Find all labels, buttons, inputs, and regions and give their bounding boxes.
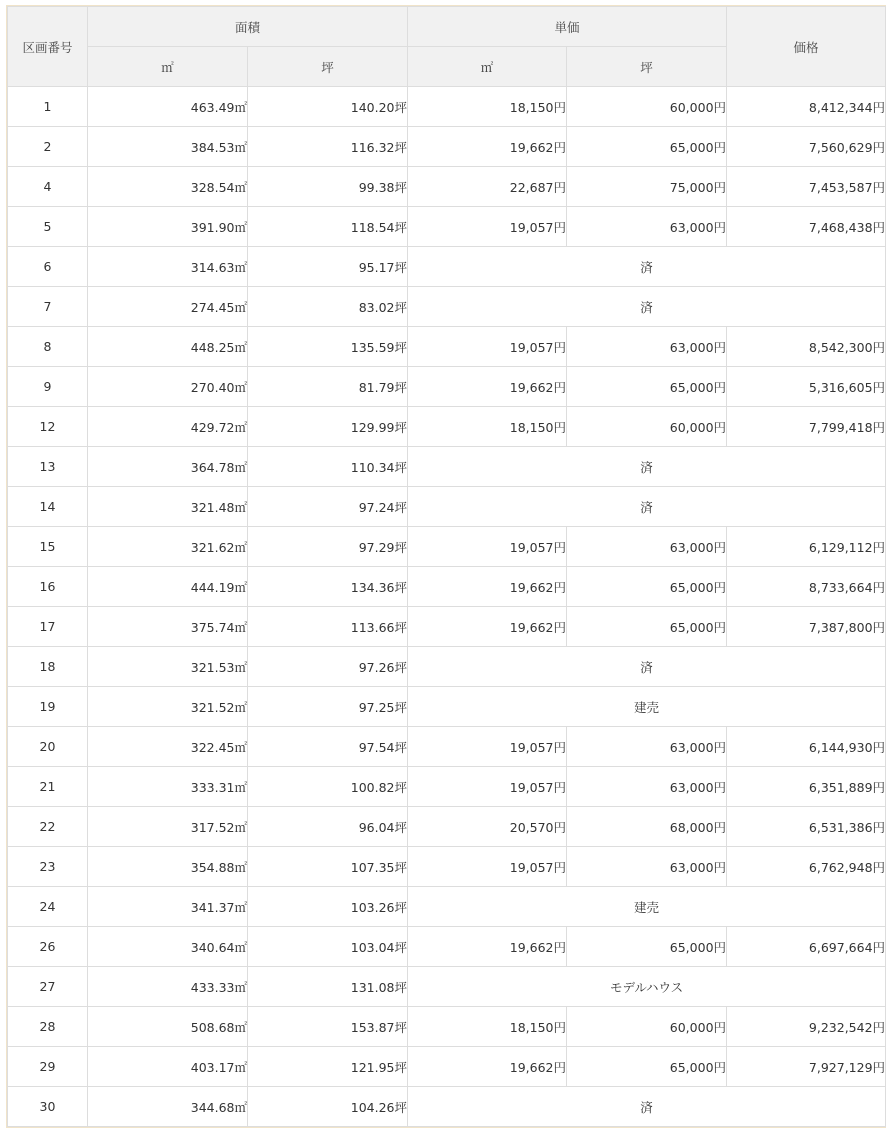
table-row <box>8 327 886 367</box>
lot-number-cell: 27 <box>8 967 88 1007</box>
table-row <box>8 927 886 967</box>
lot-number-cell: 13 <box>8 447 88 487</box>
status-cell: 建売 <box>408 887 886 927</box>
unit-price-tsubo-cell: 63,000円 <box>567 527 727 567</box>
lot-number-cell: 14 <box>8 487 88 527</box>
area-sqm-cell: 375.74㎡ <box>88 607 248 647</box>
lot-number-cell: 30 <box>8 1087 88 1127</box>
area-tsubo-cell: 121.95坪 <box>248 1047 408 1087</box>
area-tsubo-cell: 116.32坪 <box>248 127 408 167</box>
price-cell: 6,351,889円 <box>727 767 886 807</box>
table-row <box>8 167 886 207</box>
table-row <box>8 247 886 287</box>
price-cell: 8,542,300円 <box>727 327 886 367</box>
header-lot-number: 区画番号 <box>8 7 88 87</box>
unit-price-sqm-cell: 19,662円 <box>408 367 567 407</box>
area-tsubo-cell: 81.79坪 <box>248 367 408 407</box>
area-sqm-cell: 364.78㎡ <box>88 447 248 487</box>
unit-price-sqm-cell: 19,662円 <box>408 127 567 167</box>
status-cell: 済 <box>408 287 886 327</box>
lot-number-cell: 16 <box>8 567 88 607</box>
area-tsubo-cell: 96.04坪 <box>248 807 408 847</box>
price-cell: 7,468,438円 <box>727 207 886 247</box>
table-row <box>8 567 886 607</box>
header-unit-price-sqm: ㎡ <box>408 47 567 87</box>
area-tsubo-cell: 97.24坪 <box>248 487 408 527</box>
area-tsubo-cell: 118.54坪 <box>248 207 408 247</box>
status-cell: 済 <box>408 447 886 487</box>
unit-price-sqm-cell: 19,662円 <box>408 567 567 607</box>
unit-price-sqm-cell: 19,662円 <box>408 1047 567 1087</box>
area-tsubo-cell: 83.02坪 <box>248 287 408 327</box>
unit-price-tsubo-cell: 60,000円 <box>567 87 727 127</box>
price-cell: 6,697,664円 <box>727 927 886 967</box>
price-cell: 7,799,418円 <box>727 407 886 447</box>
unit-price-tsubo-cell: 63,000円 <box>567 727 727 767</box>
area-sqm-cell: 322.45㎡ <box>88 727 248 767</box>
unit-price-tsubo-cell: 63,000円 <box>567 207 727 247</box>
area-tsubo-cell: 103.04坪 <box>248 927 408 967</box>
lot-number-cell: 19 <box>8 687 88 727</box>
unit-price-sqm-cell: 19,057円 <box>408 727 567 767</box>
price-cell: 7,560,629円 <box>727 127 886 167</box>
unit-price-tsubo-cell: 63,000円 <box>567 847 727 887</box>
unit-price-sqm-cell: 20,570円 <box>408 807 567 847</box>
unit-price-tsubo-cell: 65,000円 <box>567 367 727 407</box>
header-area: 面積 <box>88 7 408 47</box>
status-cell: 済 <box>408 247 886 287</box>
lot-number-cell: 15 <box>8 527 88 567</box>
unit-price-sqm-cell: 19,662円 <box>408 927 567 967</box>
unit-price-sqm-cell: 18,150円 <box>408 407 567 447</box>
table-row <box>8 687 886 727</box>
area-sqm-cell: 314.63㎡ <box>88 247 248 287</box>
lot-number-cell: 4 <box>8 167 88 207</box>
area-tsubo-cell: 134.36坪 <box>248 567 408 607</box>
lot-number-cell: 23 <box>8 847 88 887</box>
header-area-sqm: ㎡ <box>88 47 248 87</box>
unit-price-sqm-cell: 18,150円 <box>408 87 567 127</box>
unit-price-tsubo-cell: 75,000円 <box>567 167 727 207</box>
area-tsubo-cell: 100.82坪 <box>248 767 408 807</box>
table-row <box>8 487 886 527</box>
area-tsubo-cell: 104.26坪 <box>248 1087 408 1127</box>
table-body <box>8 87 886 1127</box>
table-row <box>8 87 886 127</box>
area-sqm-cell: 274.45㎡ <box>88 287 248 327</box>
unit-price-tsubo-cell: 60,000円 <box>567 1007 727 1047</box>
area-tsubo-cell: 99.38坪 <box>248 167 408 207</box>
header-unit-price-tsubo: 坪 <box>567 47 727 87</box>
area-sqm-cell: 391.90㎡ <box>88 207 248 247</box>
header-unit-price: 単価 <box>408 7 727 47</box>
area-sqm-cell: 429.72㎡ <box>88 407 248 447</box>
unit-price-tsubo-cell: 63,000円 <box>567 327 727 367</box>
table-row <box>8 527 886 567</box>
lot-number-cell: 18 <box>8 647 88 687</box>
area-sqm-cell: 321.52㎡ <box>88 687 248 727</box>
area-tsubo-cell: 95.17坪 <box>248 247 408 287</box>
lot-number-cell: 1 <box>8 87 88 127</box>
lot-number-cell: 6 <box>8 247 88 287</box>
table-header <box>8 7 886 87</box>
lot-number-cell: 17 <box>8 607 88 647</box>
area-tsubo-cell: 97.54坪 <box>248 727 408 767</box>
area-tsubo-cell: 153.87坪 <box>248 1007 408 1047</box>
area-sqm-cell: 341.37㎡ <box>88 887 248 927</box>
lot-number-cell: 2 <box>8 127 88 167</box>
area-sqm-cell: 321.53㎡ <box>88 647 248 687</box>
lot-number-cell: 26 <box>8 927 88 967</box>
area-tsubo-cell: 110.34坪 <box>248 447 408 487</box>
area-tsubo-cell: 113.66坪 <box>248 607 408 647</box>
area-sqm-cell: 463.49㎡ <box>88 87 248 127</box>
area-tsubo-cell: 107.35坪 <box>248 847 408 887</box>
price-cell: 7,387,800円 <box>727 607 886 647</box>
table-row <box>8 127 886 167</box>
area-sqm-cell: 340.64㎡ <box>88 927 248 967</box>
table-row <box>8 767 886 807</box>
header-price: 価格 <box>727 7 886 87</box>
header-area-tsubo: 坪 <box>248 47 408 87</box>
lot-number-cell: 28 <box>8 1007 88 1047</box>
unit-price-sqm-cell: 19,057円 <box>408 527 567 567</box>
lot-price-table-container <box>6 5 886 1128</box>
table-row <box>8 1047 886 1087</box>
table-row <box>8 207 886 247</box>
table-row <box>8 727 886 767</box>
area-tsubo-cell: 131.08坪 <box>248 967 408 1007</box>
area-tsubo-cell: 140.20坪 <box>248 87 408 127</box>
lot-price-table <box>7 6 886 1127</box>
unit-price-tsubo-cell: 65,000円 <box>567 567 727 607</box>
table-row <box>8 367 886 407</box>
table-row <box>8 847 886 887</box>
lot-number-cell: 22 <box>8 807 88 847</box>
price-cell: 6,144,930円 <box>727 727 886 767</box>
price-cell: 7,453,587円 <box>727 167 886 207</box>
unit-price-tsubo-cell: 65,000円 <box>567 927 727 967</box>
area-sqm-cell: 354.88㎡ <box>88 847 248 887</box>
unit-price-sqm-cell: 22,687円 <box>408 167 567 207</box>
lot-number-cell: 21 <box>8 767 88 807</box>
unit-price-tsubo-cell: 60,000円 <box>567 407 727 447</box>
unit-price-tsubo-cell: 65,000円 <box>567 1047 727 1087</box>
unit-price-sqm-cell: 18,150円 <box>408 1007 567 1047</box>
area-tsubo-cell: 103.26坪 <box>248 887 408 927</box>
table-row <box>8 647 886 687</box>
price-cell: 6,762,948円 <box>727 847 886 887</box>
unit-price-tsubo-cell: 63,000円 <box>567 767 727 807</box>
status-cell: 済 <box>408 1087 886 1127</box>
area-tsubo-cell: 97.25坪 <box>248 687 408 727</box>
lot-number-cell: 9 <box>8 367 88 407</box>
table-row <box>8 1007 886 1047</box>
status-cell: 済 <box>408 487 886 527</box>
area-tsubo-cell: 97.29坪 <box>248 527 408 567</box>
table-row <box>8 807 886 847</box>
lot-number-cell: 20 <box>8 727 88 767</box>
area-tsubo-cell: 135.59坪 <box>248 327 408 367</box>
area-sqm-cell: 433.33㎡ <box>88 967 248 1007</box>
area-tsubo-cell: 129.99坪 <box>248 407 408 447</box>
unit-price-sqm-cell: 19,057円 <box>408 767 567 807</box>
price-cell: 6,129,112円 <box>727 527 886 567</box>
lot-number-cell: 24 <box>8 887 88 927</box>
unit-price-tsubo-cell: 68,000円 <box>567 807 727 847</box>
area-sqm-cell: 508.68㎡ <box>88 1007 248 1047</box>
table-row <box>8 1087 886 1127</box>
table-row <box>8 407 886 447</box>
status-cell: 建売 <box>408 687 886 727</box>
unit-price-sqm-cell: 19,057円 <box>408 207 567 247</box>
area-sqm-cell: 317.52㎡ <box>88 807 248 847</box>
area-sqm-cell: 328.54㎡ <box>88 167 248 207</box>
area-sqm-cell: 333.31㎡ <box>88 767 248 807</box>
unit-price-sqm-cell: 19,662円 <box>408 607 567 647</box>
price-cell: 5,316,605円 <box>727 367 886 407</box>
status-cell: モデルハウス <box>408 967 886 1007</box>
price-cell: 6,531,386円 <box>727 807 886 847</box>
unit-price-sqm-cell: 19,057円 <box>408 847 567 887</box>
status-cell: 済 <box>408 647 886 687</box>
table-row <box>8 287 886 327</box>
price-cell: 8,412,344円 <box>727 87 886 127</box>
area-sqm-cell: 321.48㎡ <box>88 487 248 527</box>
lot-number-cell: 12 <box>8 407 88 447</box>
unit-price-sqm-cell: 19,057円 <box>408 327 567 367</box>
area-sqm-cell: 403.17㎡ <box>88 1047 248 1087</box>
table-row <box>8 967 886 1007</box>
table-row <box>8 607 886 647</box>
lot-number-cell: 7 <box>8 287 88 327</box>
unit-price-tsubo-cell: 65,000円 <box>567 607 727 647</box>
price-cell: 9,232,542円 <box>727 1007 886 1047</box>
table-row <box>8 447 886 487</box>
area-sqm-cell: 448.25㎡ <box>88 327 248 367</box>
area-sqm-cell: 444.19㎡ <box>88 567 248 607</box>
lot-number-cell: 29 <box>8 1047 88 1087</box>
price-cell: 8,733,664円 <box>727 567 886 607</box>
area-sqm-cell: 384.53㎡ <box>88 127 248 167</box>
area-sqm-cell: 344.68㎡ <box>88 1087 248 1127</box>
area-sqm-cell: 321.62㎡ <box>88 527 248 567</box>
lot-number-cell: 5 <box>8 207 88 247</box>
unit-price-tsubo-cell: 65,000円 <box>567 127 727 167</box>
area-sqm-cell: 270.40㎡ <box>88 367 248 407</box>
price-cell: 7,927,129円 <box>727 1047 886 1087</box>
table-row <box>8 887 886 927</box>
lot-number-cell: 8 <box>8 327 88 367</box>
area-tsubo-cell: 97.26坪 <box>248 647 408 687</box>
